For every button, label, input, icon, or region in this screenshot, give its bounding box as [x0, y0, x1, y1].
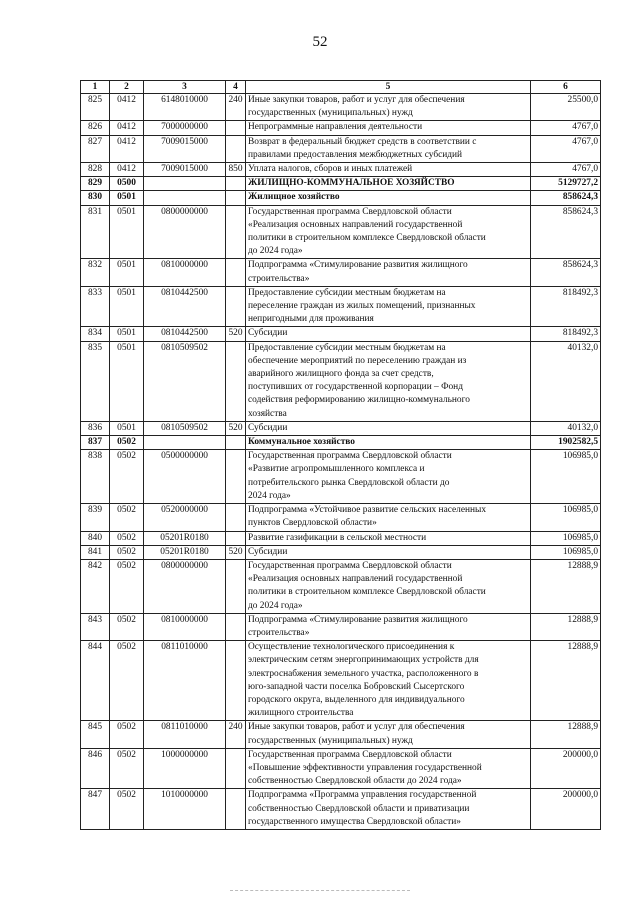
article-code: 0810000000 [144, 613, 226, 640]
row-number: 829 [81, 177, 110, 191]
row-amount: 106985,0 [531, 545, 601, 559]
header-col-2: 2 [110, 81, 144, 94]
row-name [246, 121, 531, 135]
row-amount: 858624,3 [531, 259, 601, 286]
row-name-line: городского округа, выделенного для индивидуального [248, 694, 465, 705]
section-code: 0502 [110, 545, 144, 559]
row-name-line: Жилищное хозяйство [248, 192, 340, 203]
table-body [81, 94, 601, 830]
row-name-line: юго-западной части поселка Бобровский Сысертского [248, 681, 465, 692]
row-name [246, 341, 531, 421]
article-code: 1000000000 [144, 748, 226, 789]
row-name [246, 421, 531, 435]
table-row [81, 545, 601, 559]
row-name-line: Подпрограмма «Программа управления государственной [248, 790, 477, 801]
row-name-line: переселение граждан из жилых помещений, признанных [248, 301, 476, 312]
row-number: 828 [81, 163, 110, 177]
article-code: 05201R0180 [144, 531, 226, 545]
row-amount: 40132,0 [531, 421, 601, 435]
table-row [81, 421, 601, 435]
row-name-line: электроснабжения земельного участка, расположенного в [248, 668, 479, 679]
expense-type-code [226, 286, 246, 327]
article-code: 6148010000 [144, 94, 226, 121]
row-amount: 106985,0 [531, 504, 601, 531]
header-col-6: 6 [531, 81, 601, 94]
row-amount: 858624,3 [531, 205, 601, 259]
row-name-line: Осуществление технологического присоединения к [248, 642, 455, 653]
row-name [246, 205, 531, 259]
row-number: 841 [81, 545, 110, 559]
row-amount: 40132,0 [531, 341, 601, 421]
expense-type-code [226, 121, 246, 135]
row-name-line: пунктов Свердловской области» [248, 518, 377, 529]
row-name [246, 259, 531, 286]
table-row [81, 177, 601, 191]
expense-type-code: 520 [226, 421, 246, 435]
row-name [246, 436, 531, 450]
table-row [81, 436, 601, 450]
row-number: 840 [81, 531, 110, 545]
expense-type-code [226, 748, 246, 789]
expense-type-code: 240 [226, 94, 246, 121]
section-code: 0502 [110, 559, 144, 613]
row-name-line: Уплата налогов, сборов и иных платежей [248, 164, 413, 175]
article-code: 0810442500 [144, 286, 226, 327]
row-name-line: строительства» [248, 273, 310, 284]
expense-type-code [226, 641, 246, 721]
row-name [246, 327, 531, 341]
section-code: 0502 [110, 789, 144, 830]
row-name-line: содействия реформированию жилищно-коммунального [248, 395, 470, 406]
article-code: 0811010000 [144, 641, 226, 721]
row-name [246, 504, 531, 531]
expense-type-code [226, 450, 246, 504]
section-code: 0501 [110, 205, 144, 259]
row-name [246, 748, 531, 789]
row-amount: 12888,9 [531, 641, 601, 721]
row-number: 831 [81, 205, 110, 259]
row-name-line: поступивших от государственной корпорации – Фонд [248, 382, 463, 393]
expense-type-code [226, 531, 246, 545]
row-name-line: «Реализация основных направлений государственной [248, 574, 463, 585]
section-code: 0501 [110, 259, 144, 286]
expense-type-code [226, 205, 246, 259]
row-number: 832 [81, 259, 110, 286]
row-number: 835 [81, 341, 110, 421]
expense-type-code [226, 559, 246, 613]
row-name-line: потребительского рынка Свердловской области до [248, 477, 450, 488]
row-name-line: Подпрограмма «Стимулирование развития жилищного [248, 614, 468, 625]
table-row [81, 748, 601, 789]
expense-type-code [226, 789, 246, 830]
row-amount: 818492,3 [531, 286, 601, 327]
row-name-line: «Развитие агропромышленного комплекса и [248, 464, 425, 475]
row-number: 846 [81, 748, 110, 789]
article-code: 0811010000 [144, 721, 226, 748]
section-code: 0502 [110, 641, 144, 721]
row-name-line: правилами предоставления межбюджетных субсидий [248, 149, 463, 160]
row-number: 845 [81, 721, 110, 748]
header-col-4: 4 [226, 81, 246, 94]
article-code: 0810509502 [144, 341, 226, 421]
section-code: 0502 [110, 721, 144, 748]
table-row [81, 94, 601, 121]
row-name-line: Субсидии [248, 422, 288, 433]
section-code: 0501 [110, 191, 144, 205]
row-name-line: Субсидии [248, 546, 288, 557]
article-code: 05201R0180 [144, 545, 226, 559]
row-amount: 12888,9 [531, 721, 601, 748]
row-name [246, 450, 531, 504]
row-name-line: Возврат в федеральный бюджет средств в соответствии с [248, 136, 477, 147]
row-number: 836 [81, 421, 110, 435]
section-code: 0502 [110, 748, 144, 789]
row-name [246, 191, 531, 205]
row-number: 839 [81, 504, 110, 531]
row-name-line: обеспечение мероприятий по переселению граждан из [248, 355, 467, 366]
row-name-line: политики в строительном комплексе Свердловской области [248, 233, 486, 244]
header-col-5: 5 [246, 81, 531, 94]
row-name-line: Государственная программа Свердловской области [248, 560, 452, 571]
header-col-1: 1 [81, 81, 110, 94]
expense-type-code: 850 [226, 163, 246, 177]
row-name-line: Государственная программа Свердловской области [248, 206, 452, 217]
row-name [246, 545, 531, 559]
row-name [246, 721, 531, 748]
article-code: 0810000000 [144, 259, 226, 286]
row-name [246, 559, 531, 613]
row-name-line: Предоставление субсидии местным бюджетам на [248, 342, 446, 353]
table-row [81, 559, 601, 613]
row-name [246, 286, 531, 327]
row-name-line: Подпрограмма «Устойчивое развитие сельских населенных [248, 505, 487, 516]
row-name-line: до 2024 года» [248, 246, 303, 257]
article-code: 7000000000 [144, 121, 226, 135]
page-number: 52 [312, 34, 328, 50]
row-number: 825 [81, 94, 110, 121]
row-name-line: ЖИЛИЩНО-КОММУНАЛЬНОЕ ХОЗЯЙСТВО [248, 178, 455, 189]
table-row [81, 191, 601, 205]
row-name-line: Подпрограмма «Стимулирование развития жилищного [248, 260, 468, 271]
table-row [81, 504, 601, 531]
expense-type-code [226, 191, 246, 205]
row-amount: 106985,0 [531, 450, 601, 504]
row-name-line: государственного имущества Свердловской области» [248, 816, 461, 827]
row-name [246, 641, 531, 721]
row-name-line: хозяйства [248, 408, 287, 419]
table-row [81, 789, 601, 830]
table-row [81, 721, 601, 748]
row-number: 843 [81, 613, 110, 640]
article-code: 0810509502 [144, 421, 226, 435]
section-code: 0500 [110, 177, 144, 191]
article-code: 7009015000 [144, 135, 226, 162]
article-code: 1010000000 [144, 789, 226, 830]
row-amount: 200000,0 [531, 748, 601, 789]
expense-type-code [226, 177, 246, 191]
article-code: 7009015000 [144, 163, 226, 177]
row-number: 830 [81, 191, 110, 205]
row-number: 827 [81, 135, 110, 162]
table-row [81, 450, 601, 504]
row-name-line: Субсидии [248, 328, 288, 339]
section-code: 0501 [110, 421, 144, 435]
expense-type-code [226, 436, 246, 450]
row-name-line: «Реализация основных направлений государственной [248, 219, 463, 230]
row-amount: 4767,0 [531, 121, 601, 135]
row-number: 826 [81, 121, 110, 135]
table-row [81, 205, 601, 259]
section-code: 0502 [110, 531, 144, 545]
expense-type-code [226, 135, 246, 162]
row-name [246, 163, 531, 177]
table-header-row [81, 81, 601, 94]
row-number: 833 [81, 286, 110, 327]
article-code [144, 191, 226, 205]
expense-type-code: 520 [226, 545, 246, 559]
section-code: 0412 [110, 94, 144, 121]
row-name-line: Иные закупки товаров, работ и услуг для обеспечения [248, 95, 465, 105]
row-number: 834 [81, 327, 110, 341]
expense-type-code [226, 341, 246, 421]
section-code: 0412 [110, 135, 144, 162]
row-name-line: аварийного жилищного фонда за счет средств, [248, 369, 434, 380]
row-name-line: государственных (муниципальных) нужд [248, 735, 413, 746]
row-name [246, 531, 531, 545]
article-code: 0810442500 [144, 327, 226, 341]
row-amount: 4767,0 [531, 163, 601, 177]
table-row [81, 327, 601, 341]
table-row [81, 341, 601, 421]
row-amount: 12888,9 [531, 559, 601, 613]
row-name [246, 177, 531, 191]
row-amount: 1902582,5 [531, 436, 601, 450]
row-name-line: «Повышение эффективности управления государственной [248, 762, 482, 773]
row-name-line: 2024 года» [248, 490, 291, 501]
row-name [246, 135, 531, 162]
expense-type-code: 520 [226, 327, 246, 341]
row-name-line: строительства» [248, 627, 310, 638]
section-code: 0502 [110, 436, 144, 450]
row-name-line: Иные закупки товаров, работ и услуг для обеспечения [248, 722, 465, 733]
section-code: 0502 [110, 450, 144, 504]
row-number: 844 [81, 641, 110, 721]
section-code: 0412 [110, 163, 144, 177]
table-row [81, 531, 601, 545]
row-name-line: жилищного строительства [248, 708, 354, 719]
row-name-line: государственных (муниципальных) нужд [248, 108, 413, 119]
row-name-line: Государственная программа Свердловской области [248, 451, 452, 462]
table-row [81, 135, 601, 162]
expense-type-code [226, 613, 246, 640]
row-name-line: политики в строительном комплексе Свердловской области [248, 587, 486, 598]
section-code: 0502 [110, 613, 144, 640]
expense-type-code: 240 [226, 721, 246, 748]
header-col-3: 3 [144, 81, 226, 94]
article-code [144, 177, 226, 191]
row-amount: 12888,9 [531, 613, 601, 640]
table-row [81, 286, 601, 327]
table-row [81, 163, 601, 177]
expense-type-code [226, 504, 246, 531]
section-code: 0502 [110, 504, 144, 531]
row-amount: 4767,0 [531, 135, 601, 162]
article-code: 0800000000 [144, 205, 226, 259]
row-number: 847 [81, 789, 110, 830]
row-name-line: Государственная программа Свердловской области [248, 749, 452, 760]
row-name-line: собственностью Свердловской области до 2024 года» [248, 776, 462, 787]
row-name [246, 94, 531, 121]
row-amount: 5129727,2 [531, 177, 601, 191]
row-name-line: электрическим сетям энергопринимающих устройств для [248, 655, 479, 666]
row-name-line: Предоставление субсидии местным бюджетам на [248, 287, 446, 298]
article-code: 0800000000 [144, 559, 226, 613]
article-code: 0520000000 [144, 504, 226, 531]
row-name-line: Непрограммные направления деятельности [248, 122, 423, 133]
row-name-line: до 2024 года» [248, 600, 303, 611]
section-code: 0501 [110, 327, 144, 341]
row-amount: 818492,3 [531, 327, 601, 341]
row-amount: 25500,0 [531, 94, 601, 121]
table-row [81, 121, 601, 135]
row-name-line: собственностью Свердловской области и приватизации [248, 803, 470, 814]
row-name [246, 613, 531, 640]
row-name-line: Коммунальное хозяйство [248, 437, 355, 448]
section-code: 0412 [110, 121, 144, 135]
budget-table [80, 80, 601, 830]
table-row [81, 259, 601, 286]
section-code: 0501 [110, 286, 144, 327]
row-number: 837 [81, 436, 110, 450]
row-number: 842 [81, 559, 110, 613]
row-amount: 858624,3 [531, 191, 601, 205]
table-row [81, 641, 601, 721]
section-code: 0501 [110, 341, 144, 421]
article-code: 0500000000 [144, 450, 226, 504]
expense-type-code [226, 259, 246, 286]
table-row [81, 613, 601, 640]
row-name [246, 789, 531, 830]
row-name-line: непригодными для проживания [248, 314, 374, 325]
footer-divider [230, 890, 410, 891]
article-code [144, 436, 226, 450]
row-amount: 106985,0 [531, 531, 601, 545]
row-number: 838 [81, 450, 110, 504]
row-name-line: Развитие газификации в сельской местности [248, 532, 427, 543]
row-amount: 200000,0 [531, 789, 601, 830]
